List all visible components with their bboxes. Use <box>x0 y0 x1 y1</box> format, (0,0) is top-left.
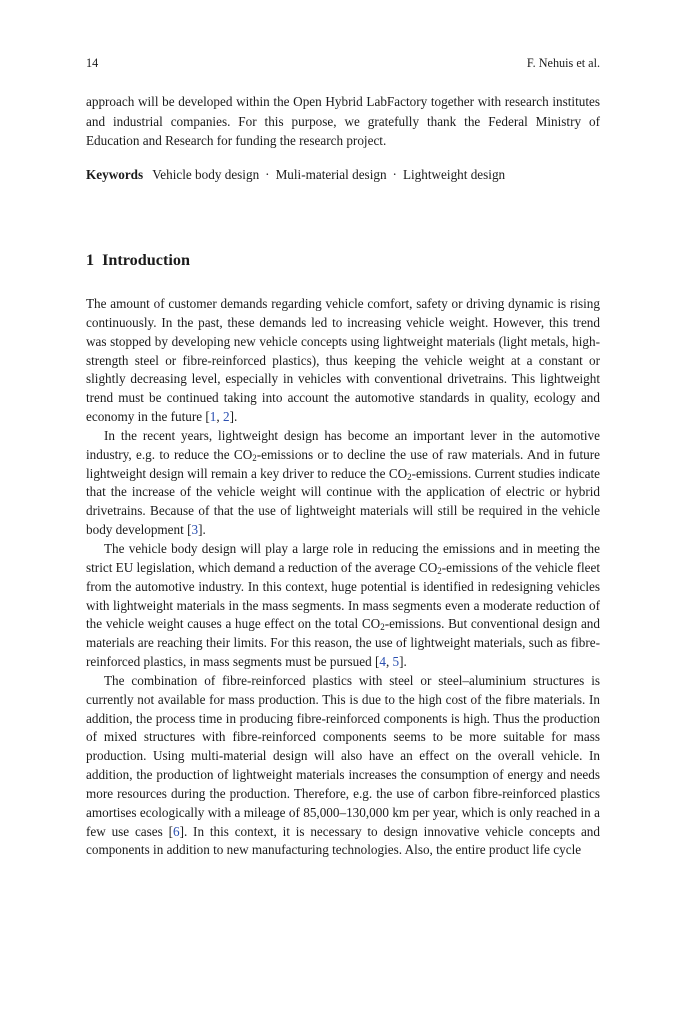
subscript: 2 <box>252 452 257 463</box>
citation-link[interactable]: 6 <box>172 823 180 839</box>
citation-link[interactable]: 3 <box>191 522 199 538</box>
text-run: The vehicle body design will play a large role in reducing the emissions and in meeting the strict EU legislation, which demand a reduction of the average CO <box>86 540 600 575</box>
text-run: , <box>216 409 223 425</box>
text-run: , <box>385 654 393 670</box>
subscript: 2 <box>380 622 385 633</box>
paragraph <box>86 427 600 540</box>
section-heading <box>86 250 600 270</box>
section-number: 1 <box>86 251 95 269</box>
text-run: ]. In this context, it is necessary to design innovative vehicle concepts and components in addition to new manufacturing technologies. Also, the entire product life cycle <box>86 823 600 858</box>
paragraph <box>86 295 600 427</box>
paragraph <box>86 540 600 672</box>
keywords <box>86 165 600 184</box>
abstract-tail: approach will be developed within the Open Hybrid LabFactory together with research institutes and industrial companies. For this purpose, we gratefully thank the Federal Ministry of Education and Research for funding the research project. <box>86 94 600 149</box>
subscript: 2 <box>407 471 412 482</box>
body-text <box>86 295 600 860</box>
subscript: 2 <box>437 565 442 576</box>
page-number: 14 <box>86 56 99 70</box>
text-run: In the recent years, lightweight design has become an important lever in the automotive industry, e.g. to reduce the CO <box>86 427 600 462</box>
section-title: Introduction <box>102 251 190 269</box>
running-authors: F. Nehuis et al. <box>526 56 600 70</box>
text-run: ]. <box>229 409 238 425</box>
citation-link[interactable]: 4 <box>379 654 386 670</box>
citation-link[interactable]: 2 <box>222 409 230 425</box>
text-run: ]. <box>399 654 407 670</box>
keyword: Lightweight design <box>402 167 506 182</box>
running-header <box>86 55 600 71</box>
keyword-separator: · <box>265 167 270 182</box>
keyword: Muli-material design <box>275 167 387 182</box>
text-run: -emissions or to decline the use of raw materials. And in future lightweight design will remain a key driver to reduce the CO <box>86 446 600 481</box>
paragraph <box>86 672 600 860</box>
citation-link[interactable]: 5 <box>392 654 400 670</box>
text-run: -emissions of the vehicle fleet from the automotive industry. In this context, huge potential is identified in redesigning vehicles with lightweight materials in the mass segments. In mass segments even a moderate reduction of the vehicle weight causes a huge effect on the total CO <box>86 559 600 632</box>
keyword-separator: · <box>392 167 397 182</box>
citation-link[interactable]: 1 <box>209 409 217 425</box>
text-run: The combination of fibre-reinforced plastics with steel or steel–aluminium structures is currently not available for mass production. This is due to the high cost of the fibre materials. In addition, the process time in producing fibre-reinforced components is high. Thus the production of mixed structures with fibre-reinforced components seems to be more suitable for mass production. Using multi-material design will also have an effect on the overall vehicle. In addition, the production of lightweight materials increases the consumption of energy and needs more resources during the production. Therefore, e.g. the use of carbon fibre-reinforced plastics amortises ecologically with a mileage of 85,000–130,000 km per year, which is only reached in a few use cases [ <box>86 672 600 839</box>
keywords-label: Keywords <box>86 167 144 182</box>
text-run: -emissions. But conventional design and materials are reaching their limits. For this reason, the use of lightweight materials, such as fibre-reinforced plastics, in mass segments must be pursued [ <box>86 616 600 670</box>
text-run: The amount of customer demands regarding vehicle comfort, safety or driving dynamic is rising continuously. In the past, these demands led to increasing vehicle weight. However, this trend was stopped by developing new vehicle concepts using lightweight materials (light metals, high-strength steel or fibre-reinforced plastics), thus keeping the vehicle weight at a constant or slightly decreasing level, especially in vehicles with conventional drivetrains. This lightweight trend must be continued taking into account the automotive standards in quality, ecology and economy in the future [ <box>86 296 600 425</box>
keyword: Vehicle body design <box>152 167 260 182</box>
text-run: -emissions. Current studies indicate that the increase of the vehicle weight will continue with the application of electric or hybrid drivetrains. Because of that the use of lightweight materials will still be required in the vehicle body development [ <box>86 465 600 538</box>
text-run: ]. <box>198 522 206 538</box>
